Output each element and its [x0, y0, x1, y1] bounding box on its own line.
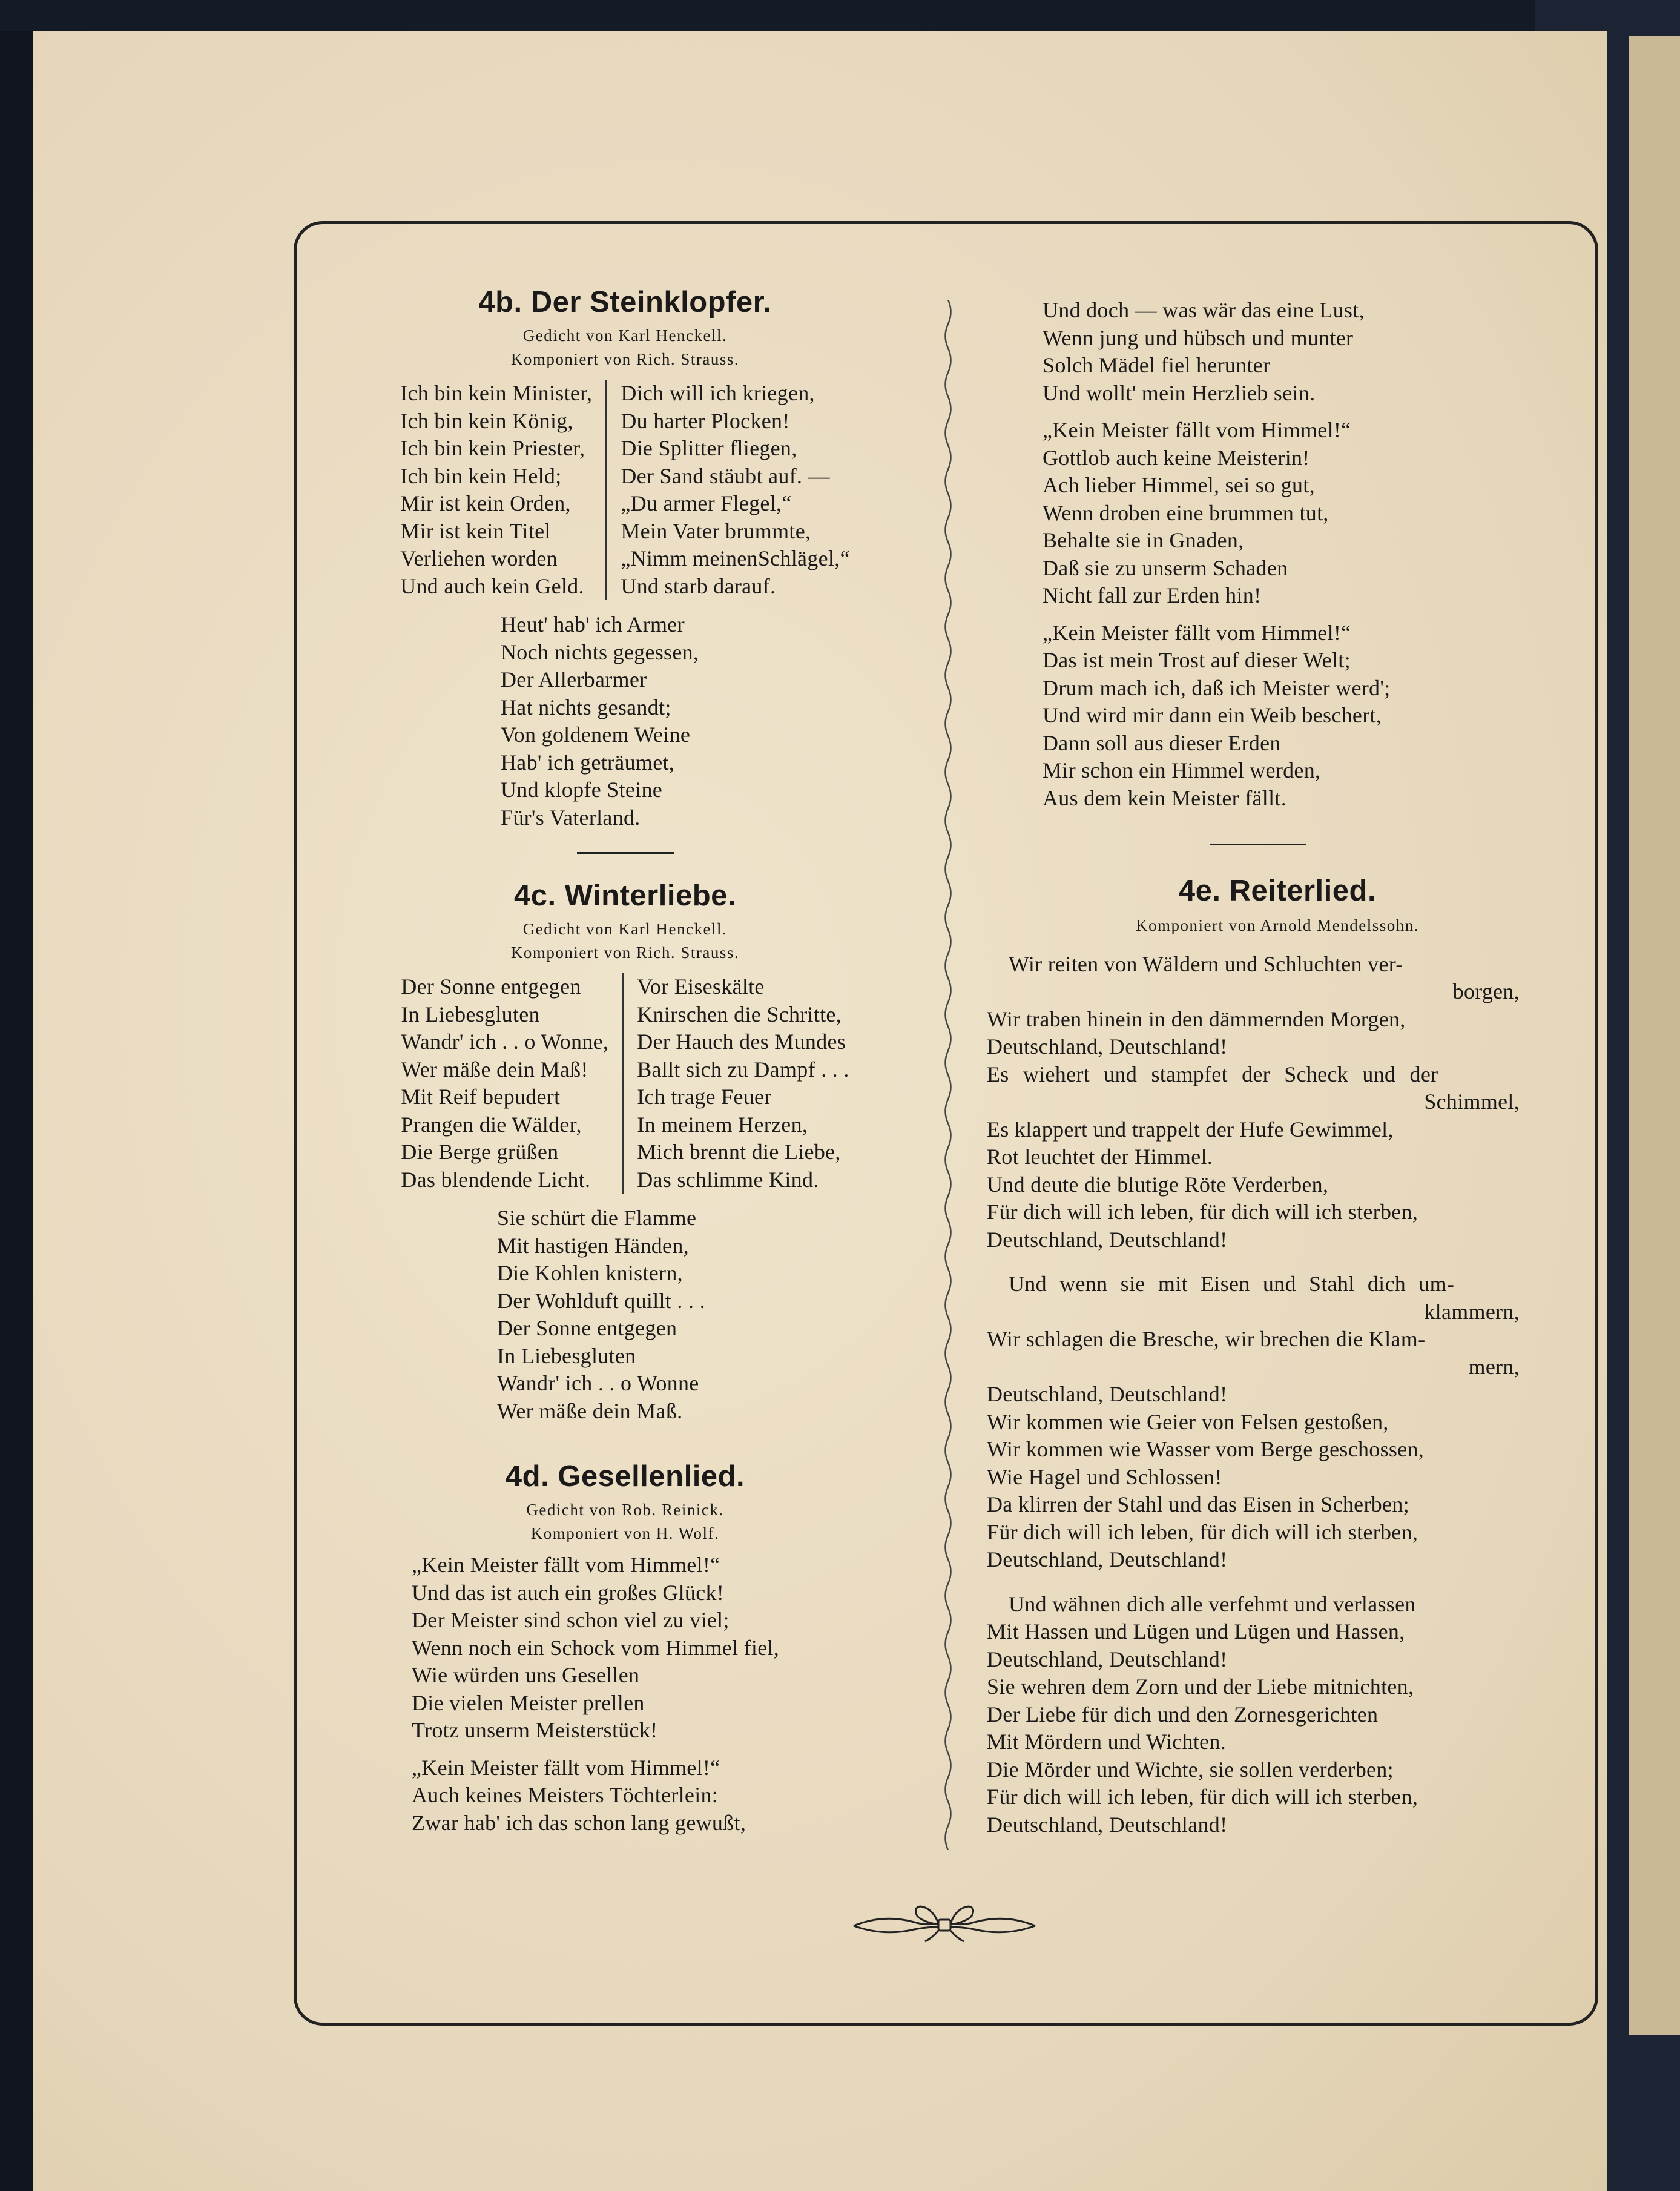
verse-line: Und deute die blutige Röte Verderben, — [987, 1172, 1329, 1197]
verse-line: Für dich will ich leben, für dich will ich sterben, — [987, 1785, 1418, 1809]
verse-line: Die Mörder und Wichte, sie sollen verderben; — [987, 1757, 1394, 1782]
scan-border-top — [0, 0, 1535, 31]
poem-composer: Komponiert von Rich. Strauss. — [510, 349, 740, 368]
verse-line: Mit Mördern und Wichten. — [987, 1730, 1227, 1754]
verse-line: mern, — [1468, 1354, 1520, 1379]
scan-border-left — [0, 0, 33, 2191]
adjacent-page-edge — [1629, 36, 1680, 2035]
left-column — [330, 285, 920, 1837]
verse-line: Deutschland, Deutschland! — [987, 1647, 1228, 1671]
verse-line: Es wiehert und stampfet der Scheck und der — [987, 1062, 1438, 1086]
verse-line: Und wenn sie mit Eisen und Stahl dich um- — [1009, 1272, 1455, 1297]
poem-author: Gedicht von Karl Henckell. — [522, 919, 728, 938]
verse-line: Wir schlagen die Bresche, wir brechen die Klam- — [987, 1327, 1426, 1352]
poem-author: Gedicht von Rob. Reinick. — [526, 1500, 724, 1519]
verse-line: Wir kommen wie Wasser vom Berge geschossen, — [987, 1437, 1425, 1462]
verse-line: Es klappert und trappelt der Hufe Gewimmel, — [987, 1117, 1394, 1142]
stanza: Heut' hab' ich Armer Noch nichts gegessen, Der Allerbarmer Hat nichts gesandt; Von goldenem Weine Hab' ich geträumet, Und klopfe Steine Für's Vaterland. — [501, 612, 699, 830]
stanza: Der Sonne entgegen In Liebesgluten Wandr' ich . . o Wonne, Wer mäße dein Maß! Mit Reif bepudert Prangen die Wälder, Die Berge grüßen Das blendende Licht. — [401, 974, 609, 1192]
verse-line: Wir kommen wie Geier von Felsen gestoßen, — [987, 1409, 1389, 1434]
poem-title-steinklopfer: 4b. Der Steinklopfer. — [478, 286, 772, 319]
verse-line: Da klirren der Stahl und das Eisen in Scherben; — [987, 1492, 1409, 1517]
verse-line: Rot leuchtet der Himmel. — [987, 1145, 1213, 1169]
verse-line: Mit Hassen und Lügen und Lügen und Hassen, — [987, 1619, 1405, 1644]
stanza: „Kein Meister fällt vom Himmel!“ Gottlob auch keine Meisterin! Ach lieber Himmel, sei so gut, Wenn droben eine brummen tut, Behalte sie in Gnaden, Daß sie zu unserm Schaden Nicht fall zur Erden hin! — [1043, 418, 1351, 607]
poem-title-winterliebe: 4c. Winterliebe. — [513, 879, 736, 913]
verse-line: Deutschland, Deutschland! — [987, 1547, 1228, 1572]
verse-line: Wir reiten von Wäldern und Schluchten ver- — [1009, 951, 1403, 976]
verse-line: borgen, — [1452, 979, 1520, 1004]
stanza: Sie schürt die Flamme Mit hastigen Händen, Die Kohlen knistern, Der Wohlduft quillt . . . Der Sonne entgegen In Liebesgluten Wandr' ich . . o Wonne Wer mäße dein Maß. — [497, 1206, 705, 1423]
verse-line: Schimmel, — [1424, 1089, 1520, 1114]
verse-line: Deutschland, Deutschland! — [987, 1812, 1228, 1837]
verse-line: Für dich will ich leben, für dich will ich sterben, — [987, 1519, 1418, 1544]
two-column-stanzas — [330, 380, 920, 600]
verse-line: Deutschland, Deutschland! — [987, 1034, 1228, 1059]
verse-line: Wie Hagel und Schlossen! — [987, 1464, 1222, 1489]
poem-title-reiterlied: 4e. Reiterlied. — [1178, 874, 1377, 907]
stanza: Und doch — was wär das eine Lust, Wenn jung und hübsch und munter Solch Mädel fiel herunter Und wollt' mein Herzlieb sein. — [1043, 298, 1365, 405]
stanza: Vor Eiseskälte Knirschen die Schritte, Der Hauch des Mundes Ballt sich zu Dampf . . . Ich trage Feuer In meinem Herzen, Mich brennt die Liebe, Das schlimme Kind. — [637, 974, 849, 1192]
verse-line: Deutschland, Deutschland! — [987, 1227, 1228, 1252]
two-column-stanzas — [330, 973, 920, 1194]
poem-composer: Komponiert von H. Wolf. — [530, 1524, 720, 1543]
stanza: Dich will ich kriegen, Du harter Plocken! Die Splitter fliegen, Der Sand stäubt auf. — „Du armer Flegel,“ Mein Vater brummte, „Nimm meinenSchlägel,“ Und starb darauf. — [621, 381, 850, 598]
poem-author: Gedicht von Karl Henckell. — [522, 326, 728, 345]
verse-line: Und wähnen dich alle verfehmt und verlassen — [1009, 1591, 1416, 1616]
verse-line: Deutschland, Deutschland! — [987, 1382, 1228, 1407]
stanza: „Kein Meister fällt vom Himmel!“ Auch keines Meisters Töchterlein: Zwar hab' ich das schon lang gewußt, — [412, 1755, 746, 1835]
column-divider — [940, 300, 956, 1850]
verse-line: Sie wehren dem Zorn und der Liebe mitnichten, — [987, 1674, 1414, 1699]
stanza: „Kein Meister fällt vom Himmel!“ Das ist mein Trost auf dieser Welt; Drum mach ich, daß ich Meister werd'; Und wird mir dann ein Weib beschert, Dann soll aus dieser Erden Mir schon ein Himmel werden, Aus dem kein Meister fällt. — [1043, 620, 1391, 810]
right-column — [987, 285, 1532, 1839]
verse-line: Für dich will ich leben, für dich will ich sterben, — [987, 1200, 1418, 1224]
verse-line: klammern, — [1424, 1299, 1520, 1324]
verse-line: Wir traben hinein in den dämmernden Morgen, — [987, 1006, 1406, 1031]
poem-composer: Komponiert von Arnold Mendelssohn. — [1136, 916, 1419, 934]
poem-title-gesellenlied: 4d. Gesellenlied. — [505, 1460, 745, 1493]
bow-ornament-icon — [848, 1902, 1041, 1944]
poem-composer: Komponiert von Rich. Strauss. — [510, 943, 740, 962]
stanza: Ich bin kein Minister, Ich bin kein König, Ich bin kein Priester, Ich bin kein Held; Mir ist kein Orden, Mir ist kein Titel Verliehen worden Und auch kein Geld. — [400, 381, 593, 598]
stanza: „Kein Meister fällt vom Himmel!“ Und das ist auch ein großes Glück! Der Meister sind schon viel zu viel; Wenn noch ein Schock vom Himmel fiel, Wie würden uns Gesellen Die vielen Meister prellen Trotz unserm Meisterstück! — [412, 1553, 780, 1743]
verse-line: Der Liebe für dich und den Zornesgerichten — [987, 1702, 1379, 1727]
poem-body-reiterlied — [987, 951, 1520, 1839]
